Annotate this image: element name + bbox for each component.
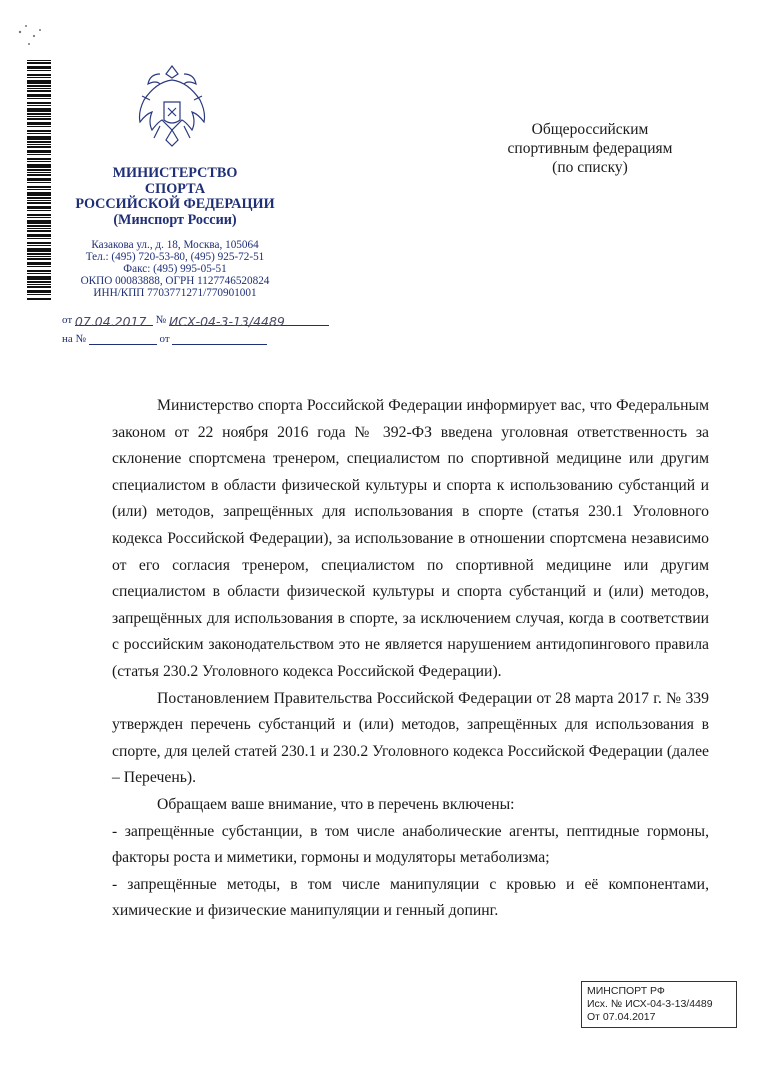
barcode [27,60,51,300]
registration-stamp [581,981,737,1028]
address-line: ОКПО 00083888, ОГРН 1127746520824 [80,275,270,287]
ministry-line: СПОРТА [144,180,206,197]
letter-body [112,393,709,925]
ot-label: от [159,333,170,345]
ministry-address [60,239,290,299]
outgoing-reg-line [62,314,362,330]
paragraph: Обращаем ваше внимание, что в перечень включены: [157,795,515,813]
addressee-line: Общероссийским [531,121,649,138]
ot-field [172,333,267,345]
address-line: Факс: (495) 995-05-51 [123,263,227,275]
reg-number-field [168,314,329,329]
list-item: - запрещённые субстанции, в том числе анаболические агенты, пептидные гормоны, факторы роста и миметики, гормоны и модуляторы метаболизма; [112,822,709,867]
addressee [490,120,690,177]
stamp-line: МИНСПОРТ РФ [587,985,665,997]
na-label: на № [62,333,87,345]
addressee-line: (по списку) [552,159,628,176]
reg-number-handwritten: ИСХ-04-3-13/4489 [168,314,285,329]
paragraph: Министерство спорта Российской Федерации информирует вас, что Федеральным законом от 22 ноября 2016 года № 392-ФЗ введена уголовная ответственность за склонение спортсмена тренером, специалистом по спортивной медицине или другим специалистом в области физической культуры и спорта к использованию субстанций и (или) методов, запрещённых для использования в спорте (статья 230.1 Уголовного кодекса Российской Федерации), за использование в отношении спортсмена независимо от его согласия тренером, специалистом по спортивной медицине или другим специалистом в области физической культуры и спорта субстанций и (или) методов, запрещённых для использования в спорте, за исключением случая, когда в соответствии с российским законодательством это не является нарушением антидопингового правила (статья 230.2 Уголовного кодекса Российской Федерации). [112,397,709,680]
paragraph: Постановлением Правительства Российской Федерации от 28 марта 2017 г. № 339 утвержден перечень субстанций и (или) методов, запрещённых для использования в спорте, для целей статей 230.1 и 230.2 Уголовного кодекса Российской Федерации (далее – Перечень). [112,689,709,787]
scan-dots [14,22,44,52]
ministry-line: (Минспорт России) [113,211,237,228]
stamp-line: Исх. № ИСХ-04-3-13/4489 [587,998,713,1010]
address-line: Тел.: (495) 720-53-80, (495) 925-72-51 [85,251,265,263]
address-line: ИНН/КПП 7703771271/770901001 [93,287,257,299]
reg-from-label: от [62,314,73,326]
addressee-line: спортивным федерациям [507,140,673,157]
list-item: - запрещённые методы, в том числе манипуляции с кровью и её компонентами, химические и физические манипуляции и генный допинг. [112,875,709,920]
ministry-line: РОССИЙСКОЙ ФЕДЕРАЦИИ [75,196,275,212]
incoming-reg-line [62,333,322,345]
reg-date-field [74,314,153,329]
reg-no-label: № [155,314,167,326]
reg-date-handwritten: 07.04.2017 [74,314,147,329]
ministry-line: МИНИСТЕРСТВО [112,165,238,181]
stamp-line: От 07.04.2017 [587,1011,656,1023]
ministry-name [60,166,290,228]
na-field [89,333,157,345]
coat-of-arms-emblem [130,60,214,156]
address-line: Казакова ул., д. 18, Москва, 105064 [91,239,259,251]
